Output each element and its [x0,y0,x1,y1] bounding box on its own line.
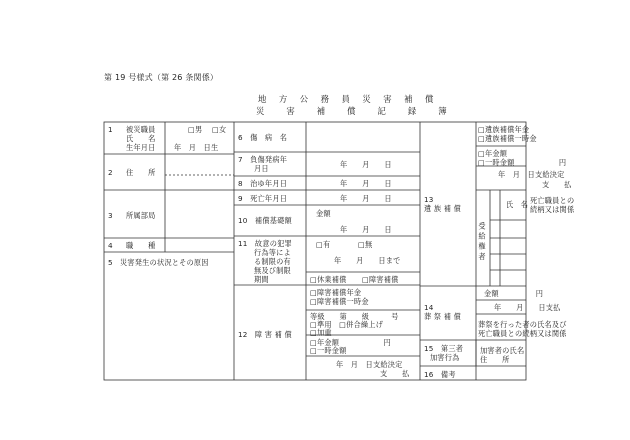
funeral-relation-label: 死亡職員との続柄又は関係 [478,329,567,338]
disability-lumpsum-checkbox[interactable]: □障害補償一時金 [310,297,369,306]
funeral-performer-label: 葬祭を行った者の氏名及び [478,320,567,329]
perpetrator-address-label: 住 所 [480,355,510,364]
amount-label: 金額 [316,209,331,218]
restriction-label-4: 無及び制限 [254,266,291,275]
survivor-payment: 支 払 [542,180,572,189]
form-subtitle: 災害補償記録簿 [256,106,469,116]
form-number: 第 19 号様式（第 26 条関係） [104,73,219,82]
survivor-pension-amount[interactable]: □年金額 [478,149,508,158]
grade-row: 等級 第 級 号 [310,312,399,321]
row-number: 5 [108,258,113,267]
row-number: 14 [424,303,434,312]
disability-compensation-checkbox[interactable]: □障害補償 [362,275,399,284]
dob-value: 年 月 日生 [174,143,219,152]
relation-header: 死亡職員との [530,196,575,205]
restriction-label-5: 期間 [254,275,269,284]
department-label: 所属部局 [126,211,156,220]
third-party-label: 15 第三者 [424,344,464,353]
row-number: 2 [108,168,113,177]
survivor-compensation-label: 遺 族 補 償 [424,204,462,213]
disability-pension-checkbox[interactable]: □障害補償年金 [310,288,362,297]
female-checkbox[interactable]: □女 [212,125,227,134]
injury-label: 6 傷 病 名 [238,133,288,142]
job-label: 職 種 [126,241,156,250]
restriction-label: 11 故意の犯罪 [238,239,292,248]
base-amount-date: 年 月 日 [340,225,392,234]
pension-amount-row[interactable]: □年金額 円 [310,338,391,347]
restriction-until: 年 月 日まで [334,256,401,265]
leave-compensation-checkbox[interactable]: □休業補償 [310,275,347,284]
grade-options[interactable]: □準用 □併合繰上げ [310,320,384,329]
funeral-payment-date: 年 月 日支払 [494,303,561,312]
row-number: 1 [108,125,113,134]
row-number: 13 [424,195,434,204]
dob-label: 生年月日 [126,143,156,152]
beneficiary-name-header: 氏 名 [506,200,529,209]
row-number: 3 [108,211,113,220]
aggravation-checkbox[interactable]: □加重 [310,328,332,337]
recovery-date-value: 年 月 日 [340,179,392,188]
lumpsum-amount-row[interactable]: □一時金額 [310,346,347,355]
death-date-label: 9 死亡年月日 [238,194,288,203]
restriction-label-2: 行為等によ [254,248,291,257]
male-checkbox[interactable]: □男 [188,125,203,134]
payment-label: 支 払 [380,369,410,378]
injury-date-value: 年 月 日 [340,160,392,169]
beneficiary-label: 受給権者 [478,222,487,263]
address-label: 住 所 [126,168,156,177]
funeral-amount: 金額 円 [484,289,544,298]
restriction-label-3: る制限の有 [254,257,291,266]
survivor-lumpsum-amount[interactable]: □一時金額 円 [478,158,567,167]
restriction-no-checkbox[interactable]: □無 [358,240,373,249]
remarks-label: 16 備考 [424,370,456,379]
relation-header-2: 続柄又は関係 [530,205,575,214]
decision-date: 年 月 日支給決定 [336,360,403,369]
recovery-date-label: 8 治ゆ年月日 [238,179,288,188]
perpetrator-name-label: 加害者の氏名 [480,346,525,355]
funeral-compensation-label: 葬 祭 補 償 [424,312,462,321]
base-amount-label: 10 補償基礎額 [238,216,292,225]
form-title: 地方公務員災害補償 [258,94,446,104]
name-label: 氏 名 [126,134,156,143]
third-party-label-2: 加害行為 [430,353,460,362]
survivor-pension-checkbox[interactable]: □遺族補償年金 [478,125,530,134]
death-date-value: 年 月 日 [340,194,392,203]
injury-date-label-2: 月日 [254,164,269,173]
disability-compensation-label: 12 障 害 補 償 [238,330,292,339]
survivor-decision-date: 年 月 日支給決定 [498,170,565,179]
row-number: 4 [108,241,113,250]
victim-label: 被災職員 [126,125,156,134]
survivor-lumpsum-checkbox[interactable]: □遺族補償一時金 [478,134,537,143]
cause-label: 災害発生の状況とその原因 [120,258,209,267]
restriction-yes-checkbox[interactable]: □有 [316,240,331,249]
injury-date-label: 7 負傷発病年 [238,155,288,164]
